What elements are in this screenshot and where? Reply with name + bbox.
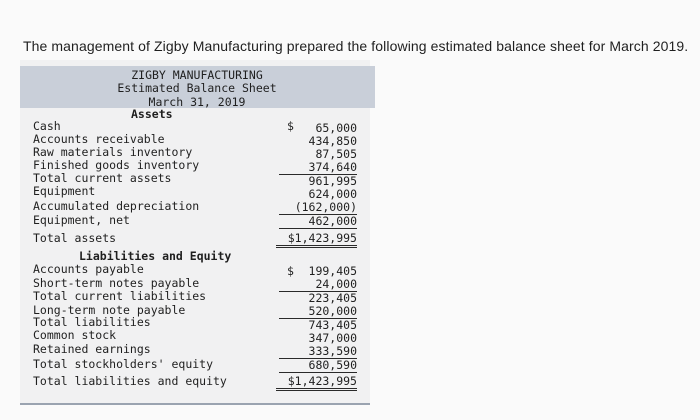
liabilities-heading: Liabilities and Equity	[79, 249, 232, 263]
company-name: ZIGBY MANUFACTURING	[131, 68, 263, 82]
row-label-total-liabilities-and-equity: Total liabilities and equity	[33, 374, 227, 388]
row-amount-accumulated-depreciation: (162,000)	[279, 200, 357, 215]
problem-prompt: The management of Zigby Manufacturing prepared the following estimated balance sheet for March 2019.	[23, 38, 689, 54]
row-amount-common-stock: 347,000	[308, 331, 357, 345]
assets-heading: Assets	[131, 107, 173, 121]
row-label-accounts-receivable: Accounts receivable	[33, 132, 165, 146]
row-label-total-assets: Total assets	[33, 231, 117, 245]
row-amount-total-current-assets: 961,995	[308, 174, 357, 188]
row-amount-total-liabilities-and-equity: $1,423,995	[276, 374, 357, 391]
row-amount-total-current-liabilities: 223,405	[308, 291, 357, 305]
row-label-finished-goods: Finished goods inventory	[33, 158, 200, 172]
row-amount-cash: 65,000	[315, 121, 357, 135]
row-amount-total-assets: $1,423,995	[276, 231, 357, 248]
row-amount-equipment-net: 462,000	[279, 214, 357, 229]
row-label-raw-materials: Raw materials inventory	[33, 145, 193, 159]
row-label-total-liabilities: Total liabilities	[33, 315, 151, 329]
row-amount-accounts-receivable: 434,850	[308, 134, 357, 148]
bottom-divider	[20, 403, 370, 405]
row-amount-total-liabilities: 743,405	[308, 318, 357, 332]
row-label-total-current-assets: Total current assets	[33, 171, 172, 185]
row-label-equipment-net: Equipment, net	[33, 213, 130, 227]
row-label-retained-earnings: Retained earnings	[33, 342, 151, 356]
row-amount-short-term-notes: 24,000	[279, 277, 357, 292]
row-label-total-current-liabilities: Total current liabilities	[33, 289, 207, 303]
row-label-total-stockholders-equity: Total stockholders' equity	[33, 357, 214, 371]
statement-title: Estimated Balance Sheet	[117, 81, 277, 95]
row-amount-equipment: 624,000	[308, 187, 357, 201]
row-amount-retained-earnings: 333,590	[279, 344, 357, 359]
row-amount-total-stockholders-equity: 680,590	[279, 358, 357, 373]
row-label-long-term-note: Long-term note payable	[33, 303, 186, 317]
row-amount-accounts-payable: 199,405	[308, 264, 357, 278]
row-label-cash: Cash	[33, 119, 61, 133]
dollar-sign: $	[287, 119, 294, 133]
row-label-accumulated-depreciation: Accumulated depreciation	[33, 199, 200, 213]
row-label-common-stock: Common stock	[33, 328, 117, 342]
row-label-equipment: Equipment	[33, 184, 96, 198]
row-amount-long-term-note: 520,000	[279, 304, 357, 319]
statement-date: March 31, 2019	[148, 95, 246, 109]
dollar-sign: $	[287, 264, 294, 278]
row-amount-finished-goods: 374,640	[279, 160, 357, 175]
row-label-short-term-notes: Short-term notes payable	[33, 276, 200, 290]
row-amount-raw-materials: 87,505	[315, 147, 357, 161]
row-label-accounts-payable: Accounts payable	[33, 262, 144, 276]
